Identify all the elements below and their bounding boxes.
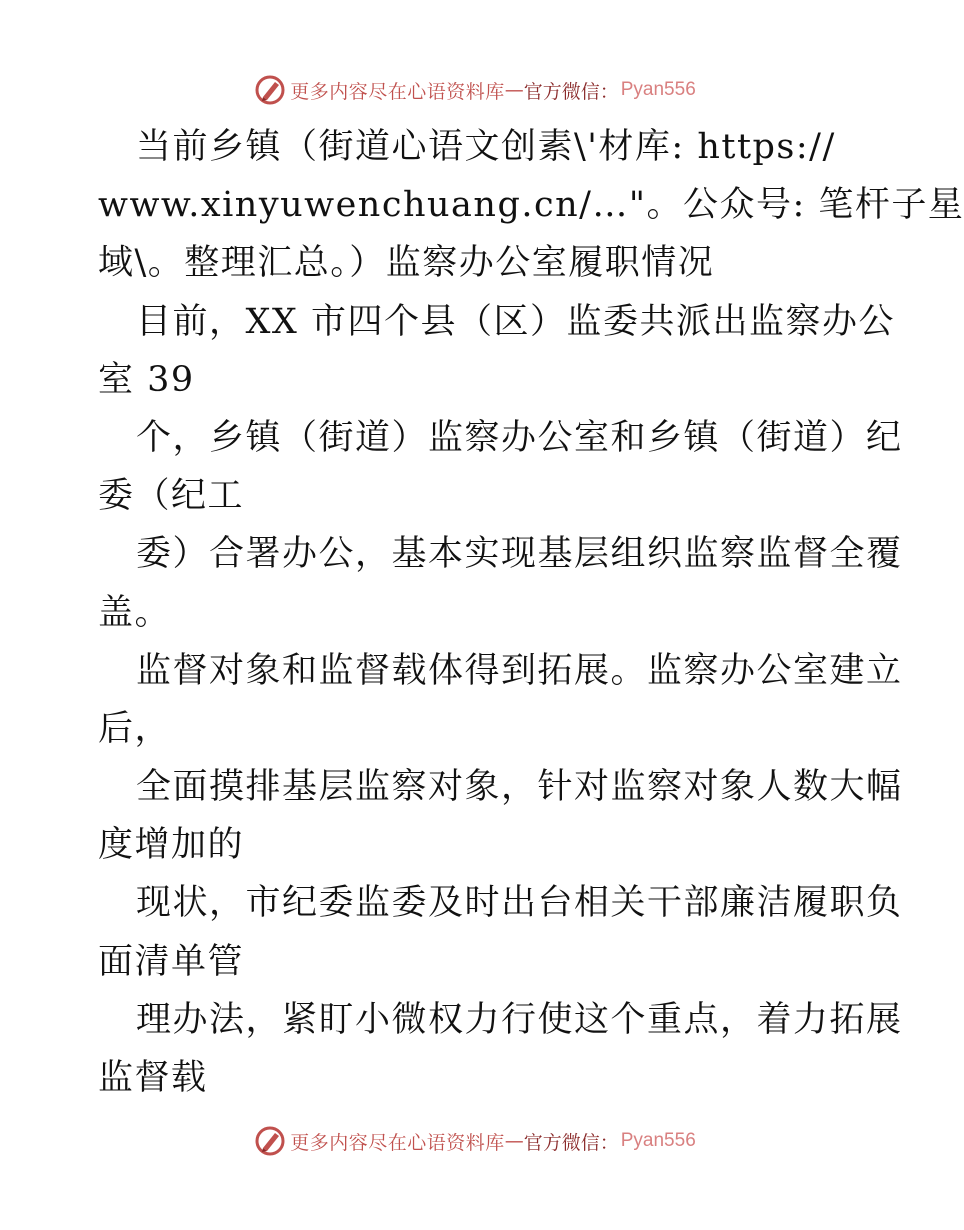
text-line: 后，: [98, 708, 172, 749]
watermark-title: 更多内容尽在心语资料库: [290, 1131, 505, 1154]
text-line: 域\。整理汇总。）监察办公室履职情况: [98, 243, 715, 284]
document-body: [98, 118, 964, 1107]
text-line: 目前，XX 市四个县（区）监委共派出监察办公: [136, 301, 895, 342]
text-line: 面清单管: [98, 941, 245, 982]
text-line: 现状，市纪委监委及时出台相关干部廉洁履职负: [136, 883, 903, 924]
watermark-dash: —: [504, 79, 524, 101]
text-line: 全面摸排基层监察对象，针对监察对象人数大幅: [136, 767, 903, 808]
text-line: 室 39: [98, 359, 195, 400]
text-line: 监督对象和监督载体得到拓展。监察办公室建立: [136, 650, 903, 691]
text-line: 个，乡镇（街道）监察办公室和乡镇（街道）纪: [136, 417, 903, 458]
pen-logo-icon: [254, 74, 286, 106]
watermark-title: 更多内容尽在心语资料库: [290, 80, 505, 103]
text-line: 度增加的: [98, 825, 245, 866]
text-line: www.xinyuwenchuang.cn/…"。公众号: 笔杆子星: [98, 185, 964, 226]
header-watermark: [0, 70, 950, 110]
text-line: 理办法，紧盯小微权力行使这个重点，着力拓展: [136, 999, 903, 1040]
watermark-dash: —: [504, 1130, 524, 1152]
watermark-wechat-id: Pyan556: [620, 79, 696, 100]
watermark-wechat-label: 官方微信：: [523, 1131, 619, 1154]
text-line: 委（纪工: [98, 476, 245, 517]
text-line: 监督载: [98, 1058, 208, 1098]
footer-watermark: [0, 1121, 950, 1161]
text-line: 盖。: [98, 592, 172, 633]
text-line: 当前乡镇（街道心语文创素\'材库: https://: [136, 127, 836, 167]
watermark-wechat-id: Pyan556: [620, 1130, 696, 1151]
watermark-wechat-label: 官方微信：: [523, 80, 619, 103]
text-line: 委）合署办公，基本实现基层组织监察监督全覆: [136, 534, 903, 575]
pen-logo-icon: [254, 1125, 286, 1157]
